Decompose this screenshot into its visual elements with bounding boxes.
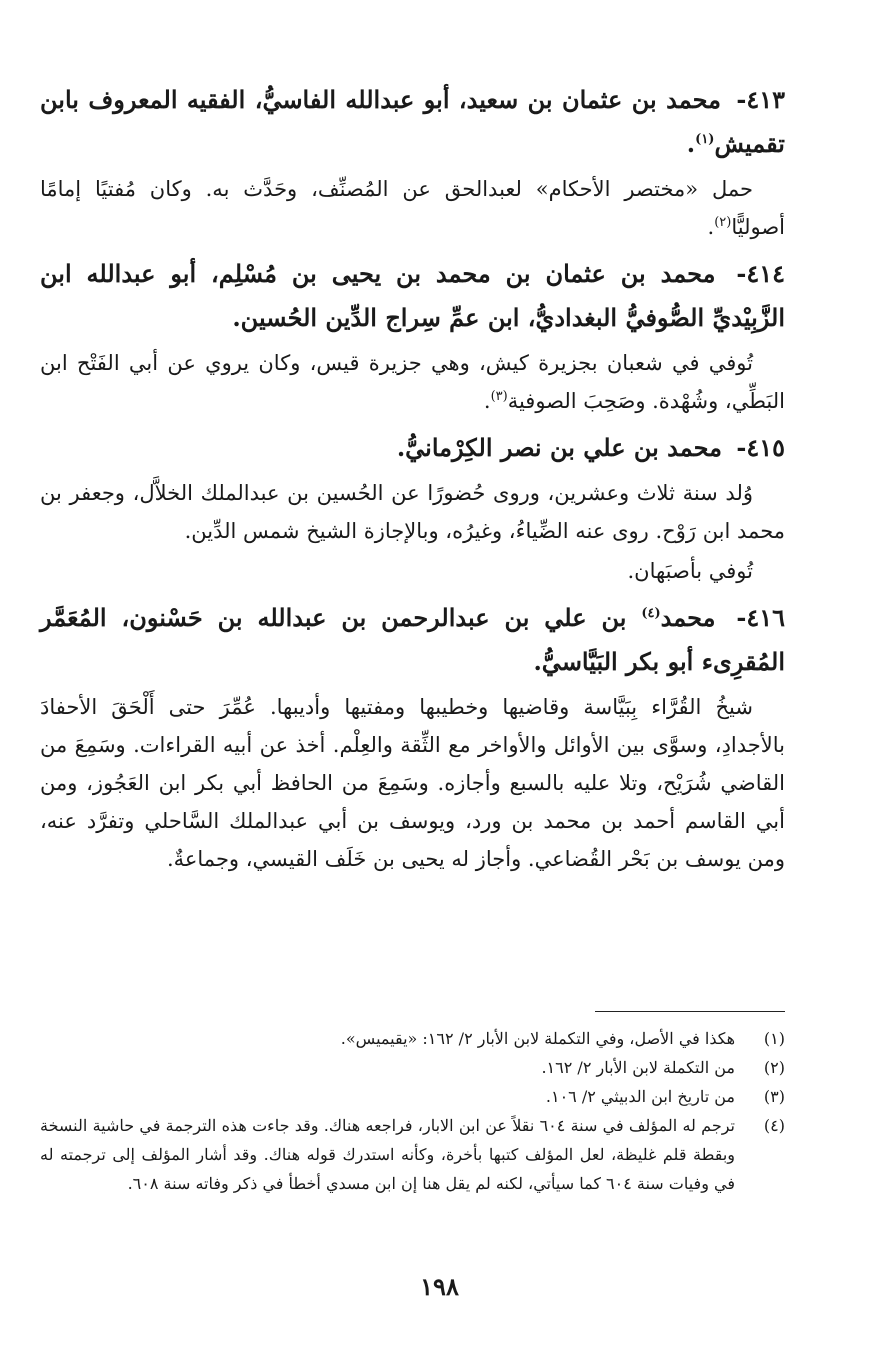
footnote-text: من تاريخ ابن الدبيثي ٢/ ١٠٦. bbox=[545, 1087, 735, 1106]
entry-number: ٤١٤- bbox=[736, 259, 785, 288]
paragraph-end: . bbox=[707, 215, 715, 239]
entry-paragraph bbox=[40, 552, 785, 590]
paragraph-text: شيخُ القُرَّاء بِبَيَّاسة وقاضيها وخطيبها ومفتيها وأديبها. عُمِّرَ حتى أَلْحَقَ الأحفادَ بالأجدادِ، وسوَّى بين الأوائل والأواخر مع الثِّقة والعِلْم. أخذ عن أبيه القراءات. وسَمِعَ من القاضي شُرَيْح، وتلا عليه بالسبع وأجازه. وسَمِعَ من الحافظ أبي بكر ابن العَجُوز، ومن أبي القاسم أحمد بن محمد بن ورد، ويوسف بن أبي عبدالملك السَّاحلي وتفرَّد عنه، ومن يوسف بن بَحْر القُضاعي. وأجاز له يحيى بن خَلَف القيسي، وجماعةٌ. bbox=[40, 695, 785, 871]
entry-title: محمد bbox=[660, 603, 716, 632]
paragraph-text: تُوفي في شعبان بجزيرة كيش، وهي جزيرة قيس، وكان يروي عن أبي الفَتْح ابن البَطِّي، وشُهْدة. وصَحِبَ الصوفية bbox=[40, 351, 785, 413]
footnote bbox=[40, 1082, 785, 1111]
footnote bbox=[40, 1111, 785, 1198]
footnote-text: من التكملة لابن الأبار ٢/ ١٦٢. bbox=[541, 1058, 735, 1077]
entry-415 bbox=[40, 426, 785, 590]
entry-title-end: بن علي بن عبدالرحمن بن عبدالله بن حَسْنون، المُعَمَّر المُقرِىء أبو بكر البَيَّاسيُّ. bbox=[40, 603, 785, 676]
entry-414 bbox=[40, 252, 785, 420]
footnote-text: ترجم له المؤلف في سنة ٦٠٤ نقلاً عن ابن الابار، فراجعه هناك. وقد جاءت هذه الترجمة في حاشية النسخة وبقطة قلم غليظة، لعل المؤلف كتبها بأخرة، وكأنه استدرك قوله هناك. وقد أشار المؤلف إلى ترجمته له في وفيات سنة ٦٠٤ كما سيأتي، لكنه لم يقل هنا إن ابن مسدي أخطأ في ذكر وفاته سنة ٦٠٨. bbox=[40, 1116, 735, 1193]
entry-heading bbox=[40, 78, 785, 166]
paragraph-end: . bbox=[483, 389, 491, 413]
entry-heading bbox=[40, 252, 785, 340]
footnote bbox=[40, 1024, 785, 1053]
entry-number: ٤١٥- bbox=[736, 433, 785, 462]
entry-paragraph bbox=[40, 344, 785, 420]
entry-paragraph bbox=[40, 170, 785, 246]
footnotes bbox=[40, 1024, 785, 1198]
entry-title-end: . bbox=[686, 129, 696, 158]
footnote-ref[interactable]: (٢) bbox=[714, 215, 732, 230]
entry-heading bbox=[40, 596, 785, 684]
entry-heading bbox=[40, 426, 785, 470]
entry-title: محمد بن عثمان بن محمد بن يحيى بن مُسْلِم، أبو عبدالله ابن الزَّبِيْديِّ الصُّوفيُّ البغداديُّ، ابن عمِّ سِراج الدِّين الحُسين. bbox=[40, 259, 785, 332]
footnote-number: (٢) bbox=[763, 1058, 785, 1077]
entry-413 bbox=[40, 78, 785, 246]
entry-title: محمد بن عثمان بن سعيد، أبو عبدالله الفاسيُّ، الفقيه المعروف بابن تقميش bbox=[40, 85, 785, 158]
footnote-number: (١) bbox=[763, 1029, 785, 1048]
main-text bbox=[40, 78, 785, 884]
footnote-ref[interactable]: (٤) bbox=[641, 606, 661, 621]
entry-title: محمد بن علي بن نصر الكِرْمانيُّ. bbox=[396, 433, 722, 462]
footnote-divider bbox=[595, 1011, 785, 1012]
entry-416 bbox=[40, 596, 785, 878]
footnote-number: (٣) bbox=[763, 1087, 785, 1106]
footnote-text: هكذا في الأصل، وفي التكملة لابن الأبار ٢/ ١٦٢: «يقيميس». bbox=[340, 1029, 735, 1048]
paragraph-text: وُلد سنة ثلاث وعشرين، وروى حُضورًا عن الحُسين بن عبدالملك الخلاَّل، وجعفر بن محمد ابن رَوْح. روى عنه الضِّياءُ، وغيرُه، وبالإجازة الشيخ شمس الدِّين. bbox=[40, 481, 785, 543]
paragraph-text: تُوفي بأصبَهان. bbox=[627, 559, 753, 583]
footnote-ref[interactable]: (١) bbox=[695, 132, 715, 147]
entry-paragraph bbox=[40, 688, 785, 878]
footnote-ref[interactable]: (٣) bbox=[490, 389, 508, 404]
entry-paragraph bbox=[40, 474, 785, 550]
paragraph-text: حمل «مختصر الأحكام» لعبدالحق عن المُصنِّف، وحَدَّث به. وكان مُفتيًا إمامًا أصوليًّا bbox=[40, 177, 785, 239]
footnote bbox=[40, 1053, 785, 1082]
entry-number: ٤١٣- bbox=[736, 85, 786, 114]
footnote-number: (٤) bbox=[763, 1116, 785, 1135]
page-number: ١٩٨ bbox=[420, 1272, 459, 1301]
entry-number: ٤١٦- bbox=[736, 603, 785, 632]
